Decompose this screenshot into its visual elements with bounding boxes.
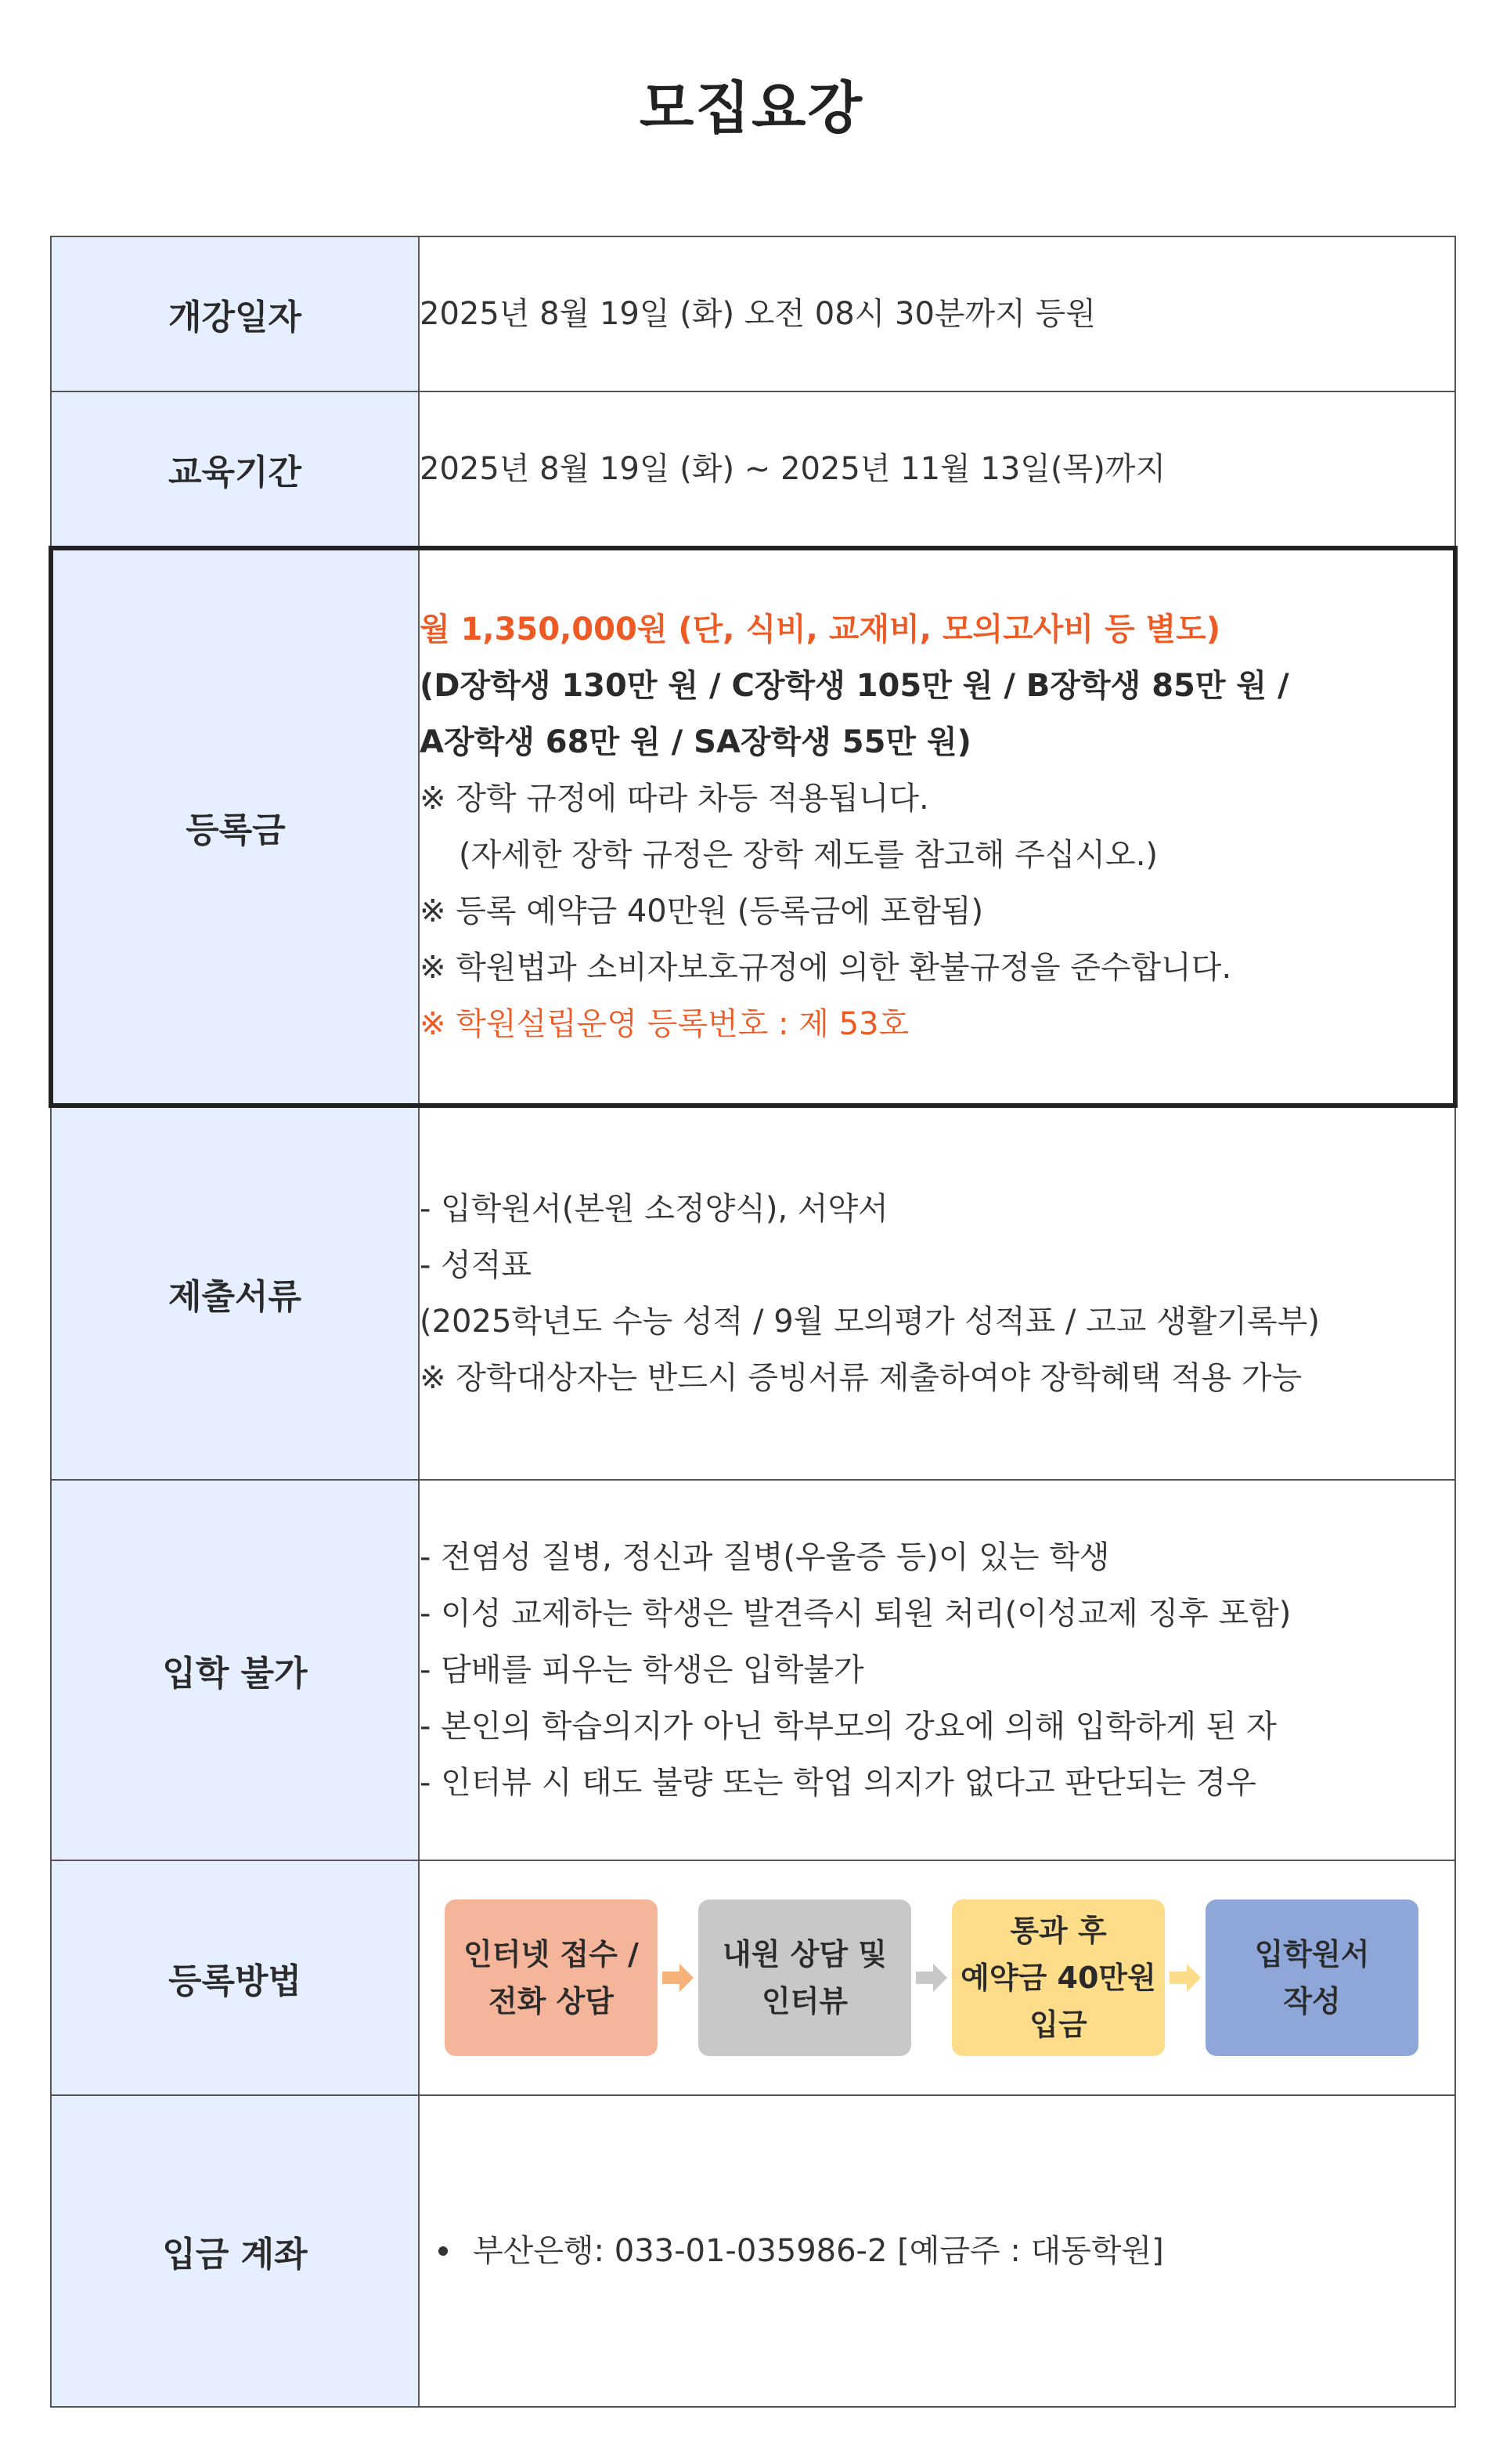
ineligible-line: - 이성 교제하는 학생은 발견즉시 퇴원 처리(이성교제 징후 포함) [420, 1596, 1292, 1632]
account-number: 부산은행: 033-01-035986-2 [예금주 : 대동학원] [473, 2233, 1164, 2269]
value-education-period: 2025년 8월 19일 (화) ~ 2025년 11월 13일(목)까지 [419, 391, 1455, 548]
label-deposit-account: 입금 계좌 [51, 2095, 419, 2407]
scholarship-line-1: (D장학생 130만 원 / C장학생 105만 원 / B장학생 85만 원 / [420, 668, 1289, 704]
step-text: 전화 상담 [488, 1984, 615, 2018]
ineligible-line: - 본인의 학습의지가 아닌 학부모의 강요에 의해 입학하게 된 자 [420, 1708, 1277, 1744]
bullet-icon [438, 2246, 448, 2256]
step-text: 인터넷 접수 / [463, 1937, 639, 1972]
documents-line: - 입학원서(본원 소정양식), 서약서 [420, 1191, 888, 1227]
registration-steps [445, 1899, 1454, 2056]
label-education-period: 교육기간 [51, 391, 419, 548]
value-registration-method [419, 1860, 1455, 2095]
step-text: 통과 후 [1010, 1914, 1107, 1948]
row-education-period [51, 391, 1455, 548]
row-opening-date [51, 236, 1455, 391]
ineligible-line: - 담배를 피우는 학생은 입학불가 [420, 1652, 864, 1688]
ineligible-line: - 인터뷰 시 태도 불량 또는 학업 의지가 없다고 판단되는 경우 [420, 1765, 1256, 1801]
label-tuition: 등록금 [51, 548, 419, 1106]
value-opening-date: 2025년 8월 19일 (화) 오전 08시 30분까지 등원 [419, 236, 1455, 391]
step-text: 예약금 40만원 [961, 1961, 1156, 1995]
tuition-note-3: ※ 학원법과 소비자보호규정에 의한 환불규정을 준수합니다. [420, 950, 1232, 986]
label-opening-date: 개강일자 [51, 236, 419, 391]
step-interview [698, 1899, 911, 2056]
arrow-right-icon [658, 1964, 698, 1992]
step-application-form [1206, 1899, 1418, 2056]
page-title: 모집요강 [639, 75, 864, 141]
value-documents [419, 1106, 1455, 1480]
step-text: 인터뷰 [761, 1984, 849, 2018]
arrow-right-icon [1165, 1964, 1206, 1992]
value-tuition [419, 548, 1455, 1106]
step-text: 작성 [1283, 1984, 1341, 2018]
tuition-note-1-detail: (자세한 장학 규정은 장학 제도를 참고해 주십시오.) [459, 837, 1159, 873]
row-deposit-account [51, 2095, 1455, 2407]
tuition-fee: 월 1,350,000원 (단, 식비, 교재비, 모의고사비 등 별도) [420, 611, 1221, 648]
documents-line: - 성적표 [420, 1247, 532, 1283]
row-registration-method [51, 1860, 1455, 2095]
scholarship-line-2: A장학생 68만 원 / SA장학생 55만 원) [420, 724, 971, 760]
row-documents [51, 1106, 1455, 1480]
registration-number: ※ 학원설립운영 등록번호 : 제 53호 [420, 1006, 910, 1042]
step-text: 입금 [1029, 2008, 1087, 2042]
step-text: 내원 상담 및 [723, 1937, 887, 1972]
label-documents: 제출서류 [51, 1106, 419, 1480]
tuition-note-2: ※ 등록 예약금 40만원 (등록금에 포함됨) [420, 893, 984, 929]
documents-line: ※ 장학대상자는 반드시 증빙서류 제출하여야 장학혜택 적용 가능 [420, 1360, 1303, 1396]
row-ineligible [51, 1480, 1455, 1860]
arrow-right-icon [911, 1964, 952, 1992]
step-online-application [445, 1899, 658, 2056]
step-text: 입학원서 [1254, 1937, 1370, 1972]
label-registration-method: 등록방법 [51, 1860, 419, 2095]
label-ineligible: 입학 불가 [51, 1480, 419, 1860]
value-ineligible [419, 1480, 1455, 1860]
step-deposit [952, 1899, 1165, 2056]
row-tuition [51, 548, 1455, 1106]
value-deposit-account [419, 2095, 1455, 2407]
tuition-note-1: ※ 장학 규정에 따라 차등 적용됩니다. [420, 781, 929, 817]
documents-line: (2025학년도 수능 성적 / 9월 모의평가 성적표 / 고교 생활기록부) [420, 1304, 1320, 1340]
admission-table [49, 236, 1458, 2408]
ineligible-line: - 전염성 질병, 정신과 질병(우울증 등)이 있는 학생 [420, 1539, 1110, 1575]
